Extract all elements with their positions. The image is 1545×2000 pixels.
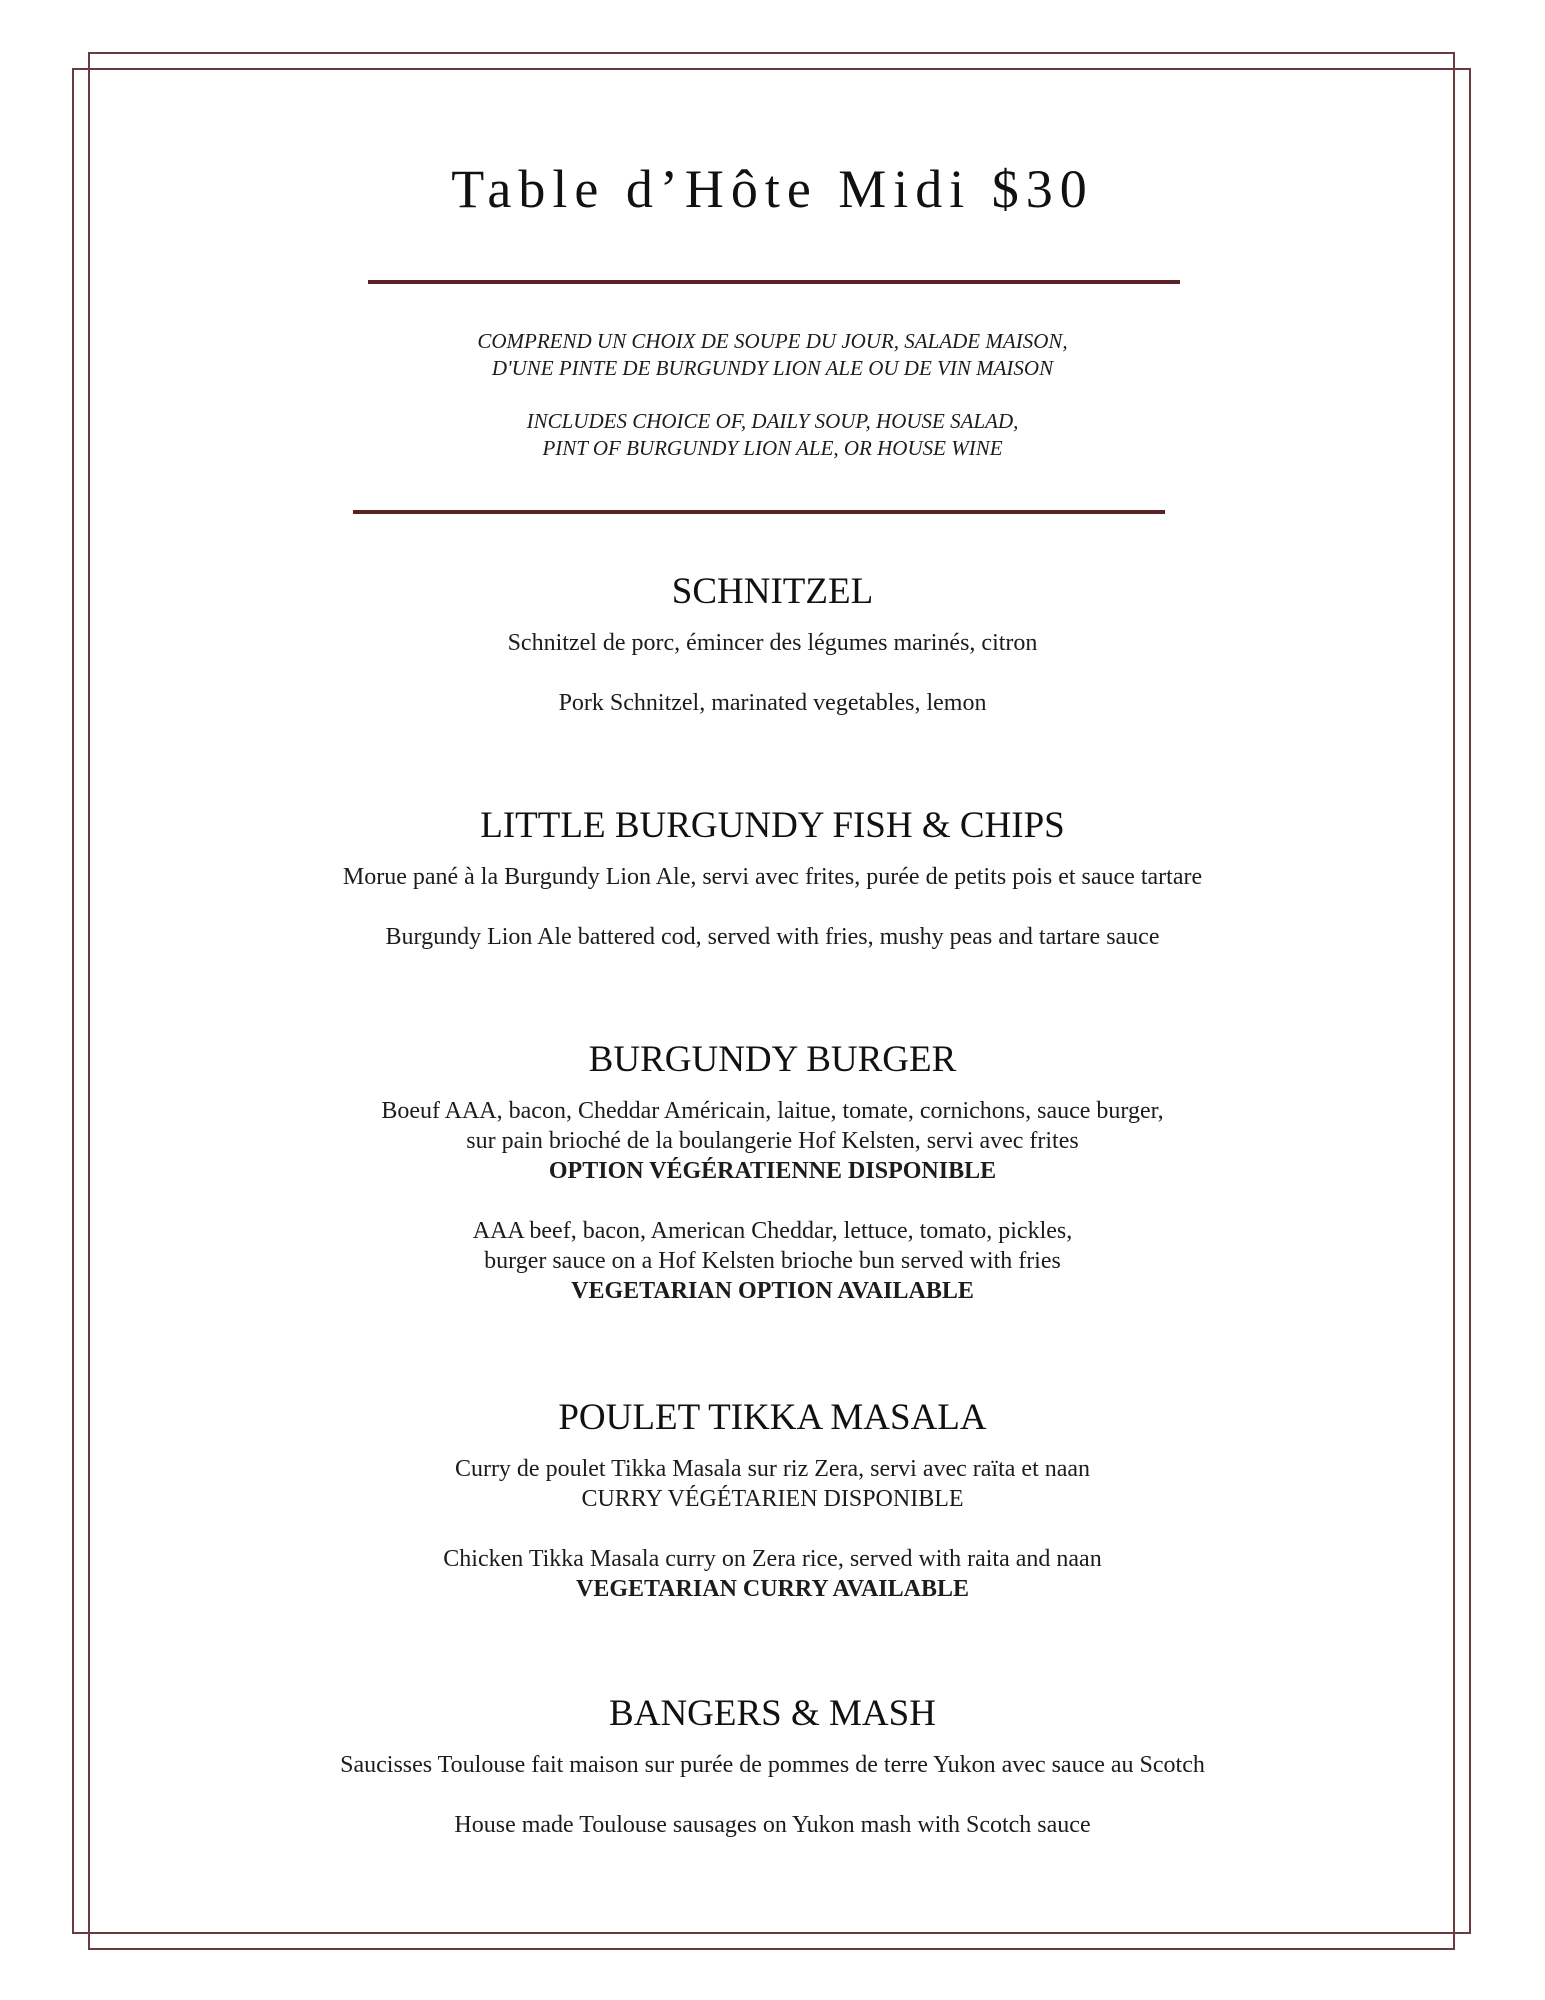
dish-description-en: House made Toulouse sausages on Yukon mash with Scotch sauce	[454, 1812, 1091, 1838]
dish-name: LITTLE BURGUNDY FISH & CHIPS	[480, 805, 1065, 846]
dish-bangers-and-mash	[0, 1692, 1545, 1840]
dish-description-fr: Morue pané à la Burgundy Lion Ale, servi avec frites, purée de petits pois et sauce tartare	[342, 864, 1203, 890]
dish-description-en: Burgundy Lion Ale battered cod, served with fries, mushy peas and tartare sauce	[385, 924, 1160, 950]
dish-name: BANGERS & MASH	[609, 1693, 936, 1734]
dish-name: POULET TIKKA MASALA	[558, 1397, 987, 1438]
vegetarian-note-en: VEGETARIAN CURRY AVAILABLE	[575, 1576, 970, 1602]
dish-burgundy-burger	[0, 1038, 1545, 1306]
vegetarian-note-fr: CURRY VÉGÉTARIEN DISPONIBLE	[581, 1486, 964, 1512]
dish-fish-and-chips	[0, 804, 1545, 952]
intro-english-line: PINT OF BURGUNDY LION ALE, OR HOUSE WINE	[542, 436, 1003, 460]
dish-description-fr: Saucisses Toulouse fait maison sur purée de pommes de terre Yukon avec sauce au Scotch	[340, 1752, 1205, 1778]
intro-french	[0, 328, 1545, 382]
dish-description-fr: sur pain brioché de la boulangerie Hof Kelsten, servi avec frites	[466, 1128, 1079, 1154]
dish-name: SCHNITZEL	[671, 571, 874, 612]
dish-description-fr: Curry de poulet Tikka Masala sur riz Zera, servi avec raïta et naan	[454, 1456, 1091, 1482]
intro-french-line: COMPREND UN CHOIX DE SOUPE DU JOUR, SALADE MAISON,	[477, 329, 1068, 353]
vegetarian-note-fr: OPTION VÉGÉRATIENNE DISPONIBLE	[548, 1158, 997, 1184]
dish-description-en: Pork Schnitzel, marinated vegetables, lemon	[558, 690, 987, 716]
dish-description-en: burger sauce on a Hof Kelsten brioche bun served with fries	[484, 1248, 1061, 1274]
menu-title: Table d’Hôte Midi $30	[451, 159, 1094, 219]
dish-description-fr: Boeuf AAA, bacon, Cheddar Américain, laitue, tomate, cornichons, sauce burger,	[381, 1098, 1164, 1124]
intro-english-line: INCLUDES CHOICE OF, DAILY SOUP, HOUSE SALAD,	[526, 409, 1019, 433]
intro-french-line: D'UNE PINTE DE BURGUNDY LION ALE OU DE VIN MAISON	[491, 356, 1054, 380]
dish-tikka-masala	[0, 1396, 1545, 1604]
dish-description-en: AAA beef, bacon, American Cheddar, lettuce, tomato, pickles,	[472, 1218, 1073, 1244]
dish-schnitzel	[0, 570, 1545, 718]
intro-english	[0, 408, 1545, 462]
dish-description-fr: Schnitzel de porc, émincer des légumes marinés, citron	[507, 630, 1038, 656]
divider-bottom	[353, 510, 1165, 514]
vegetarian-note-en: VEGETARIAN OPTION AVAILABLE	[571, 1278, 974, 1304]
dish-name: BURGUNDY BURGER	[588, 1039, 957, 1080]
divider-top	[368, 280, 1180, 284]
dish-description-en: Chicken Tikka Masala curry on Zera rice, served with raita and naan	[443, 1546, 1102, 1572]
